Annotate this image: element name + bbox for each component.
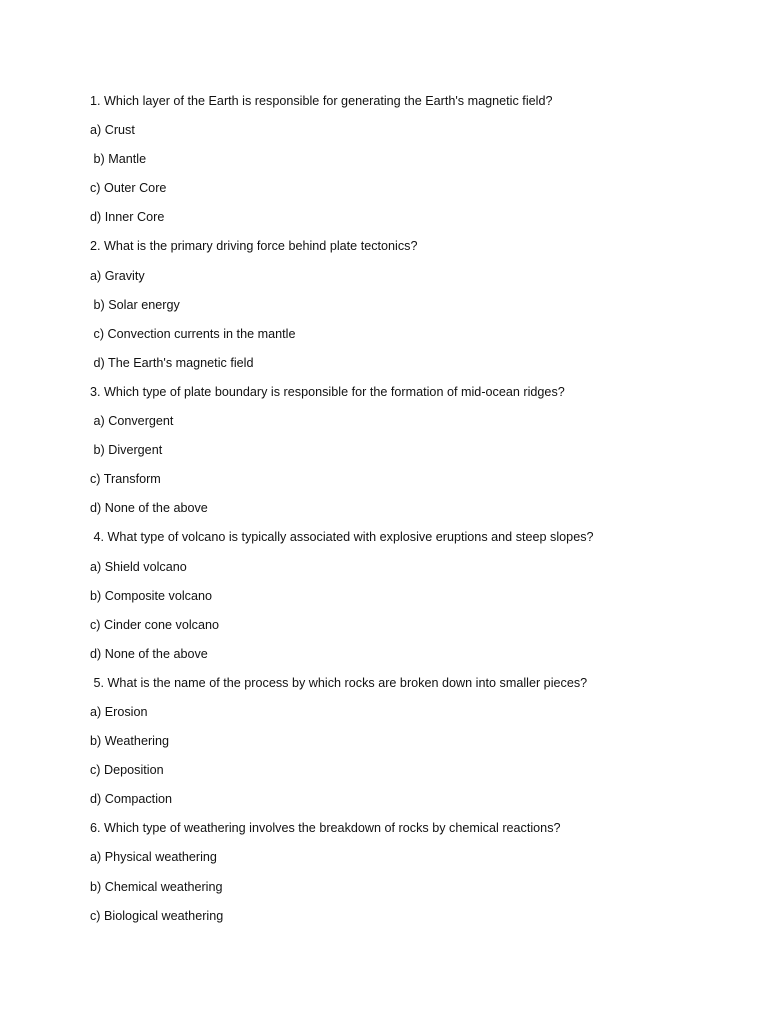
- question-2: 2. What is the primary driving force behind plate tectonics?: [90, 239, 418, 254]
- question-5: 5. What is the name of the process by which rocks are broken down into smaller pieces?: [90, 675, 588, 690]
- question-2-option-c: c) Convection currents in the mantle: [90, 326, 296, 341]
- question-2-option-d: d) The Earth's magnetic field: [90, 355, 254, 370]
- question-1-option-d: d) Inner Core: [90, 210, 165, 225]
- question-1: 1. Which layer of the Earth is responsible for generating the Earth's magnetic field?: [90, 94, 553, 108]
- question-5-option-c: c) Deposition: [90, 763, 164, 778]
- question-5-option-a: a) Erosion: [90, 704, 148, 719]
- question-4-option-d: d) None of the above: [90, 646, 208, 661]
- question-5-option-d: d) Compaction: [90, 792, 173, 807]
- quiz-content: [90, 92, 730, 936]
- question-4-option-b: b) Composite volcano: [90, 588, 212, 603]
- question-3-option-c: c) Transform: [90, 472, 161, 487]
- question-6-option-b: b) Chemical weathering: [90, 879, 223, 894]
- question-6-option-c: c) Biological weathering: [90, 908, 224, 923]
- question-1-option-a: a) Crust: [90, 123, 135, 138]
- question-6-option-a: a) Physical weathering: [90, 850, 217, 865]
- question-4-option-a: a) Shield volcano: [90, 559, 187, 574]
- question-2-option-b: b) Solar energy: [90, 297, 180, 312]
- question-1-option-c: c) Outer Core: [90, 181, 167, 196]
- question-3-option-a: a) Convergent: [90, 414, 174, 429]
- question-4-option-c: c) Cinder cone volcano: [90, 617, 220, 632]
- question-3: 3. Which type of plate boundary is responsible for the formation of mid-ocean ridges?: [90, 384, 565, 399]
- question-5-option-b: b) Weathering: [90, 734, 170, 749]
- question-3-option-b: b) Divergent: [90, 443, 163, 458]
- question-2-option-a: a) Gravity: [90, 268, 145, 283]
- question-3-option-d: d) None of the above: [90, 501, 208, 516]
- question-6: 6. Which type of weathering involves the breakdown of rocks by chemical reactions?: [90, 821, 561, 836]
- question-4: 4. What type of volcano is typically associated with explosive eruptions and steep slopes?: [90, 530, 594, 545]
- question-1-option-b: b) Mantle: [90, 152, 147, 167]
